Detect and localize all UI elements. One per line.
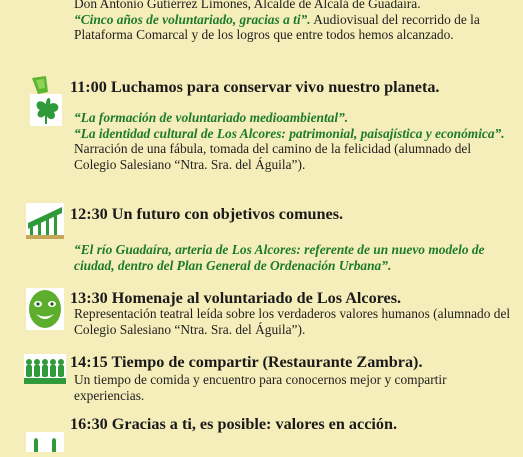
intro-paragraph: [74, 12, 514, 43]
program-item-1230-heading: 12:30 Un futuro con objetivos comunes.: [70, 205, 344, 223]
program-item-1100-heading: 11:00 Luchamos para conservar vivo nuestro planeta.: [70, 78, 440, 96]
intro-quote: “Cinco años de voluntariado, gracias a ti”.: [74, 11, 311, 27]
program-item-1415-text: Un tiempo de comida y encuentro para conocernos mejor y compartir experiencias.: [74, 372, 447, 403]
program-item-1415-heading: 14:15 Tiempo de compartir (Restaurante Zambra).: [70, 353, 423, 371]
recycling-plant-icon: [26, 74, 64, 128]
program-item-1230-body: [74, 242, 514, 273]
program-item-1630-heading: 16:30 Gracias a ti, es posible: valores en acción.: [70, 415, 398, 433]
program-item-1330-body: [74, 306, 514, 337]
program-item-1100-text: Narración de una fábula, tomada del camino de la felicidad (alumnado del Colegio Salesiano “Ntra. Sra. del Águila”).: [74, 141, 472, 172]
theater-mask-icon: [26, 288, 64, 330]
aqueduct-icon: [26, 203, 64, 239]
program-item-1100-quote-2: “La identidad cultural de Los Alcores: patrimonial, paisajística y económica”.: [74, 125, 505, 141]
people-group-icon: [24, 354, 66, 384]
program-item-1330-heading: 13:30 Homenaje al voluntariado de Los Alcores.: [70, 289, 402, 307]
program-item-1330-text: Representación teatral leída sobre los verdaderos valores humanos (alumnado del Colegio Salesiano “Ntra. Sra. del Águila”).: [74, 306, 511, 337]
program-item-1230-quote: “El río Guadaíra, arteria de Los Alcores: referente de un nuevo modelo de ciudad, dentro del Plan General de Ordenación Urbana”.: [74, 242, 485, 273]
intro-speaker: Don Antonio Gutiérrez Limones, Alcalde de Alcalá de Guadaíra.: [74, 0, 421, 11]
program-item-1100-body: [74, 110, 514, 172]
intro-text: Audiovisual del recorrido de la Plataforma Comarcal y de los logros que entre todos hemos alcanzado.: [74, 11, 480, 42]
program-item-1415-body: [74, 372, 514, 403]
intro-block: [74, 0, 514, 43]
program-item-1100-quote-1: “La formación de voluntariado medioambiental”.: [74, 110, 349, 125]
hands-icon: [26, 432, 64, 452]
